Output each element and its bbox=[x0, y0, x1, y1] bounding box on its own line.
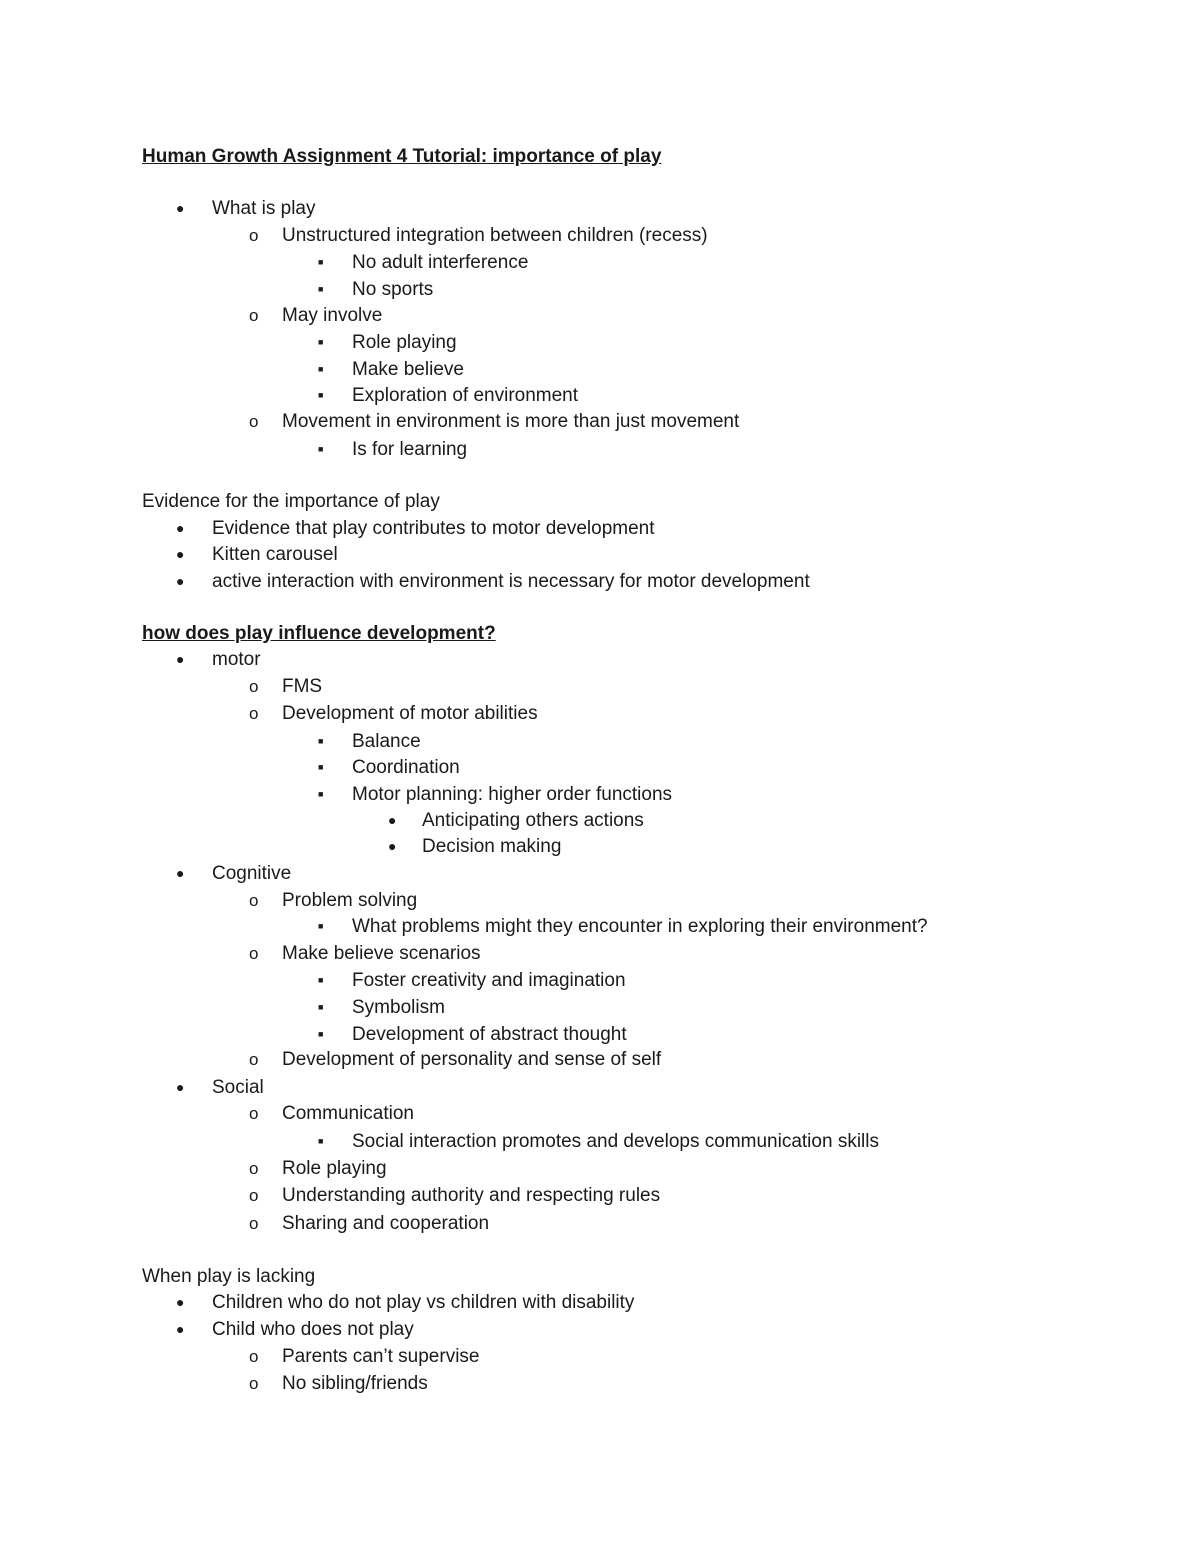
square-bullet-icon: ■ bbox=[318, 257, 324, 267]
square-bullet-icon: ■ bbox=[318, 1002, 324, 1012]
list-item-text: Child who does not play bbox=[212, 1319, 414, 1340]
disc-bullet-icon: ● bbox=[388, 838, 397, 854]
list-item-text: Coordination bbox=[352, 757, 460, 778]
list-item-text: Cognitive bbox=[212, 863, 292, 884]
section-heading-text: When play is lacking bbox=[142, 1266, 316, 1287]
list-item-text: Development of abstract thought bbox=[352, 1024, 627, 1045]
list-item-text: Anticipating others actions bbox=[422, 810, 644, 831]
square-bullet-icon: ■ bbox=[318, 390, 324, 400]
list-item-text: Development of motor abilities bbox=[282, 703, 538, 724]
list-item-text: No adult interference bbox=[352, 252, 529, 273]
list-item-text: Evidence that play contributes to motor development bbox=[212, 518, 655, 539]
list-item-text: active interaction with environment is necessary for motor development bbox=[212, 571, 810, 592]
list-item-text: Social bbox=[212, 1077, 264, 1098]
list-item-text: motor bbox=[212, 649, 261, 670]
list-item-text: Children who do not play vs children with disability bbox=[212, 1292, 635, 1313]
disc-bullet-icon: ● bbox=[388, 812, 397, 828]
square-bullet-icon: ■ bbox=[318, 736, 324, 746]
disc-bullet-icon: ● bbox=[176, 546, 185, 562]
list-item-text: Symbolism bbox=[352, 997, 445, 1018]
circle-bullet-icon: o bbox=[249, 1347, 259, 1366]
circle-bullet-icon: o bbox=[249, 1159, 259, 1178]
list-item-text: Communication bbox=[282, 1103, 414, 1124]
title-text: Human Growth Assignment 4 Tutorial: importance of play bbox=[142, 146, 662, 167]
square-bullet-icon: ■ bbox=[318, 364, 324, 374]
square-bullet-icon: ■ bbox=[318, 444, 324, 454]
square-bullet-icon: ■ bbox=[318, 1029, 324, 1039]
list-item-text: Understanding authority and respecting rules bbox=[282, 1185, 661, 1206]
list-item-text: Parents can’t supervise bbox=[282, 1346, 480, 1367]
list-item-text: Decision making bbox=[422, 836, 562, 857]
section-heading-text: how does play influence development? bbox=[142, 623, 496, 644]
disc-bullet-icon: ● bbox=[176, 1294, 185, 1310]
square-bullet-icon: ■ bbox=[318, 921, 324, 931]
circle-bullet-icon: o bbox=[249, 677, 259, 696]
disc-bullet-icon: ● bbox=[176, 200, 185, 216]
list-item-text: Sharing and cooperation bbox=[282, 1213, 490, 1234]
circle-bullet-icon: o bbox=[249, 944, 259, 963]
circle-bullet-icon: o bbox=[249, 226, 259, 245]
list-item-text: Kitten carousel bbox=[212, 544, 338, 565]
square-bullet-icon: ■ bbox=[318, 1136, 324, 1146]
list-item-text: No sports bbox=[352, 279, 434, 300]
disc-bullet-icon: ● bbox=[176, 1321, 185, 1337]
circle-bullet-icon: o bbox=[249, 1104, 259, 1123]
circle-bullet-icon: o bbox=[249, 704, 259, 723]
list-item-text: Exploration of environment bbox=[352, 385, 579, 406]
disc-bullet-icon: ● bbox=[176, 1079, 185, 1095]
list-item-text: Make believe bbox=[352, 359, 464, 380]
square-bullet-icon: ■ bbox=[318, 284, 324, 294]
circle-bullet-icon: o bbox=[249, 891, 259, 910]
circle-bullet-icon: o bbox=[249, 306, 259, 325]
square-bullet-icon: ■ bbox=[318, 975, 324, 985]
list-item-text: What problems might they encounter in exploring their environment? bbox=[352, 916, 928, 937]
square-bullet-icon: ■ bbox=[318, 762, 324, 772]
disc-bullet-icon: ● bbox=[176, 651, 185, 667]
list-item-text: Movement in environment is more than just movement bbox=[282, 411, 740, 432]
list-item-text: May involve bbox=[282, 305, 383, 326]
list-item-text: Role playing bbox=[352, 332, 457, 353]
list-item-text: FMS bbox=[282, 676, 323, 697]
circle-bullet-icon: o bbox=[249, 1050, 259, 1069]
list-item-text: Balance bbox=[352, 731, 421, 752]
circle-bullet-icon: o bbox=[249, 412, 259, 431]
disc-bullet-icon: ● bbox=[176, 520, 185, 536]
section-heading-text: Evidence for the importance of play bbox=[142, 491, 440, 512]
disc-bullet-icon: ● bbox=[176, 573, 185, 589]
list-item-text: What is play bbox=[212, 198, 316, 219]
circle-bullet-icon: o bbox=[249, 1186, 259, 1205]
circle-bullet-icon: o bbox=[249, 1374, 259, 1393]
circle-bullet-icon: o bbox=[249, 1214, 259, 1233]
list-item-text: Make believe scenarios bbox=[282, 943, 481, 964]
list-item-text: Role playing bbox=[282, 1158, 387, 1179]
list-item-text: Is for learning bbox=[352, 439, 468, 460]
list-item-text: No sibling/friends bbox=[282, 1373, 428, 1394]
list-item-text: Motor planning: higher order functions bbox=[352, 784, 673, 805]
square-bullet-icon: ■ bbox=[318, 337, 324, 347]
square-bullet-icon: ■ bbox=[318, 789, 324, 799]
disc-bullet-icon: ● bbox=[176, 865, 185, 881]
list-item-text: Unstructured integration between children (recess) bbox=[282, 225, 708, 246]
list-item-text: Development of personality and sense of self bbox=[282, 1049, 662, 1070]
list-item-text: Social interaction promotes and develops communication skills bbox=[352, 1131, 879, 1152]
list-item-text: Foster creativity and imagination bbox=[352, 970, 626, 991]
list-item-text: Problem solving bbox=[282, 890, 418, 911]
